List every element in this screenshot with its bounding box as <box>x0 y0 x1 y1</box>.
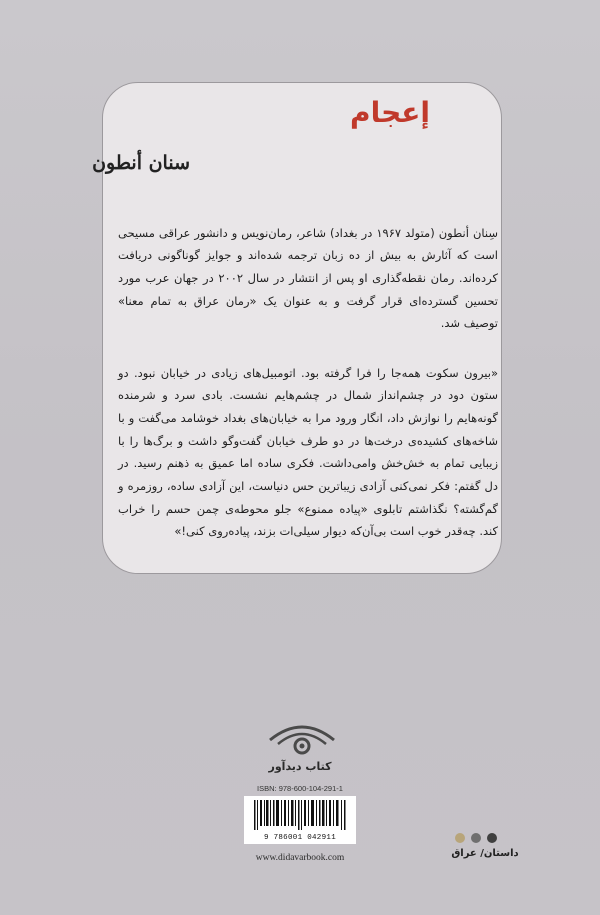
series-dot <box>455 833 465 843</box>
author-bio: سِنان أنطون (متولد ۱۹۶۷ در بغداد) شاعر، رمان‌نویس و دانشور عراقی مسیحی است که آثارش به بیش از ده زبان ترجمه شده‌اند و جوایز گوناگونی دریافت کرده‌اند. رمان نقطه‌گذاری او پس از انتشار در سال ۲۰۰۲ در جهان عرب مورد تحسین گسترده‌ای قرار گرفت و به عنوان یک «رمان عراق به تمام معنا» توصیف شد. <box>118 225 499 331</box>
book-title: إعجام <box>350 96 430 129</box>
series-label: داستان/ عراق <box>451 848 519 859</box>
series-dots <box>455 833 497 843</box>
barcode-bars <box>254 800 346 830</box>
author-name: سنان أنطون <box>92 152 190 174</box>
barcode-number: 9 786001 042911 <box>263 834 336 842</box>
series-dot <box>471 833 481 843</box>
series-dot <box>487 833 497 843</box>
book-excerpt: «بیرون سکوت همه‌جا را فرا گرفته بود. اتومبیل‌های زیادی در خیابان نبود. دو ستون دود در چشم‌انداز شمال در چشم‌هایم نشست. بادی سرد و شرمنده گونه‌هایم را نوازش داد، انگار ورود مرا به خیابان‌های بغداد خوشامد می‌گفت و با شاخه‌های کشیده‌ی درخت‌ها در دو طرف خیابان گفت‌وگو داشت و برگ‌ها را با زیبایی تمام به خش‌خش وامی‌داشت. فکری ساده اما عمیق به ذهنم رسید. در دل گفتم: فکر نمی‌کنی آزادی زیباترین حس دنیاست، این آزادی ساده، روزمره و گم‌گشته؟ نگذاشتم تابلوی «پیاده ممنوع» جلو محوطه‌ی چمن حسم را خراب کند. چه‌قدر خوب است بی‌آن‌که دیوار سیلی‌ات بزند، پیاده‌روی کنی!» <box>118 365 498 539</box>
publisher-website: www.didavarbook.com <box>255 853 345 863</box>
isbn-text: ISBN: 978-600-104-291-1 <box>257 784 343 793</box>
publisher-name: کتاب دیدآور <box>268 760 332 773</box>
barcode <box>244 796 356 844</box>
